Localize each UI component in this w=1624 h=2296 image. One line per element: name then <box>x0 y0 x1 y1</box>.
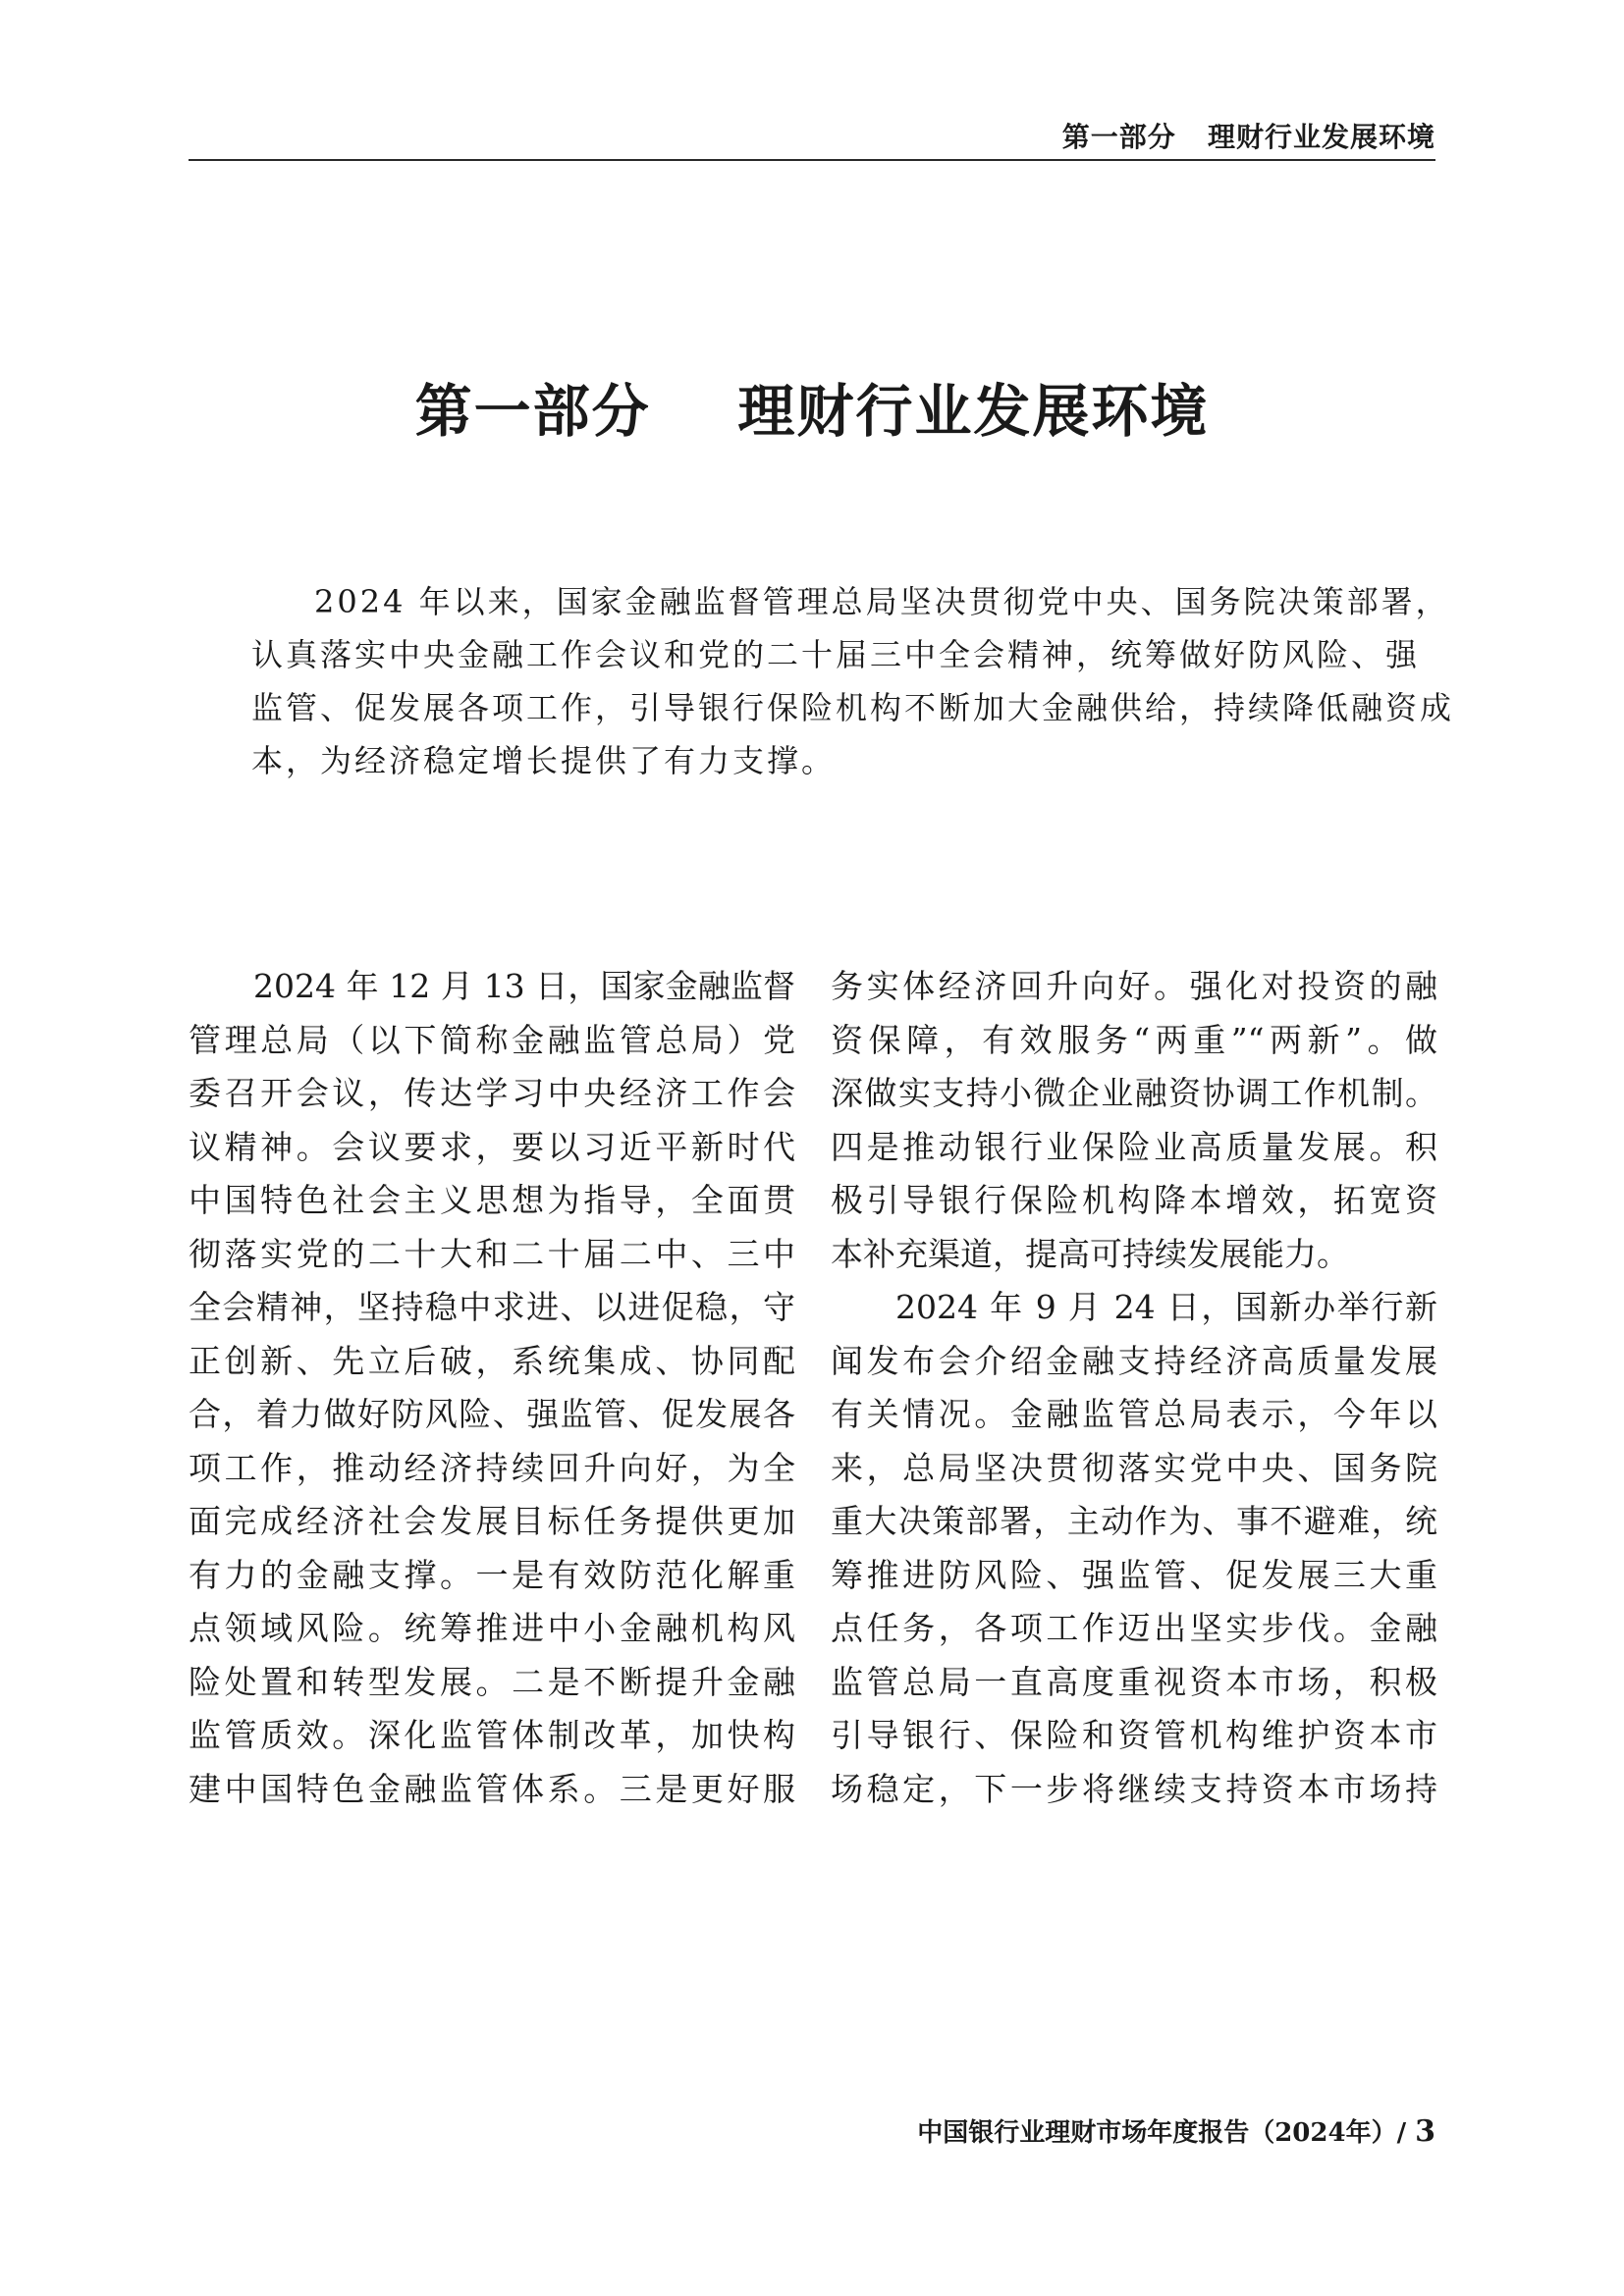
body-line: 彻落实党的二十大和二十届二中、三中 <box>189 1234 795 1273</box>
intro-line: 本，为经济稳定增长提供了有力支撑。 <box>251 742 837 779</box>
body-line: 引导银行、保险和资管机构维护资本市 <box>831 1716 1437 1754</box>
body-line: 场稳定，下一步将继续支持资本市场持 <box>831 1769 1437 1808</box>
body-right-column <box>831 960 1437 1816</box>
body-line: 监管总局一直高度重视资本市场，积极 <box>831 1662 1437 1701</box>
body-line: 中国特色社会主义思想为指导，全面贯 <box>189 1181 795 1219</box>
body-line: 2024 年 12 月 13 日，国家金融监督 <box>253 967 795 1005</box>
page-footer <box>917 2112 1435 2149</box>
body-line: 闻发布会介绍金融支持经济高质量发展 <box>831 1341 1437 1380</box>
body-line: 面完成经济社会发展目标任务提供更加 <box>189 1502 795 1540</box>
intro-line: 2024 年以来，国家金融监督管理总局坚决贯彻党中央、国务院决策部署， <box>314 583 1450 620</box>
body-line: 有力的金融支撑。一是有效防范化解重 <box>189 1555 795 1594</box>
body-line: 合，着力做好防风险、强监管、促发展各 <box>189 1395 795 1433</box>
body-line: 重大决策部署，主动作为、事不避难，统 <box>831 1502 1437 1540</box>
body-line: 点领域风险。统筹推进中小金融机构风 <box>189 1609 795 1647</box>
intro-line: 认真落实中央金融工作会议和党的二十届三中全会精神，统筹做好防风险、强 <box>251 636 1421 673</box>
body-line: 有关情况。金融监管总局表示，今年以 <box>831 1395 1437 1433</box>
body-line: 本补充渠道，提高可持续发展能力。 <box>831 1234 1349 1273</box>
body-line: 项工作，推动经济持续回升向好，为全 <box>189 1448 795 1487</box>
footer-report-title: 中国银行业理财市场年度报告（2024年）/ <box>917 2118 1416 2148</box>
body-line: 深做实支持小微企业融资协调工作机制。 <box>831 1074 1437 1112</box>
header-rule <box>189 159 1435 161</box>
body-line: 筹推进防风险、强监管、促发展三大重 <box>831 1555 1437 1594</box>
body-line: 正创新、先立后破，系统集成、协同配 <box>189 1341 795 1380</box>
body-line: 四是推动银行业保险业高质量发展。积 <box>831 1127 1437 1166</box>
page-number: 3 <box>1415 2114 1435 2149</box>
body-line: 委召开会议，传达学习中央经济工作会 <box>189 1074 795 1112</box>
intro-paragraph <box>251 575 1455 787</box>
body-line: 来，总局坚决贯彻落实党中央、国务院 <box>831 1448 1437 1487</box>
body-line: 管理总局（以下简称金融监管总局）党 <box>189 1020 795 1059</box>
body-line: 全会精神，坚持稳中求进、以进促稳，守 <box>189 1288 795 1326</box>
body-line: 险处置和转型发展。二是不断提升金融 <box>189 1662 795 1701</box>
body-line: 监管质效。深化监管体制改革，加快构 <box>189 1716 795 1754</box>
intro-line: 监管、促发展各项工作，引导银行保险机构不断加大金融供给，持续降低融资成 <box>251 689 1455 726</box>
part-title: 第一部分 理财行业发展环境 <box>414 378 1210 445</box>
body-line: 议精神。会议要求，要以习近平新时代 <box>189 1127 795 1166</box>
body-line: 极引导银行保险机构降本增效，拓宽资 <box>831 1181 1437 1219</box>
body-line: 资保障，有效服务“两重”“两新”。做 <box>831 1020 1437 1059</box>
body-left-column <box>189 960 795 1816</box>
running-header: 第一部分 理财行业发展环境 <box>1061 121 1435 153</box>
body-line: 建中国特色金融监管体系。三是更好服 <box>189 1769 795 1808</box>
body-line: 务实体经济回升向好。强化对投资的融 <box>831 967 1437 1005</box>
body-line: 2024 年 9 月 24 日，国新办举行新 <box>895 1288 1437 1326</box>
body-line: 点任务，各项工作迈出坚实步伐。金融 <box>831 1609 1437 1647</box>
